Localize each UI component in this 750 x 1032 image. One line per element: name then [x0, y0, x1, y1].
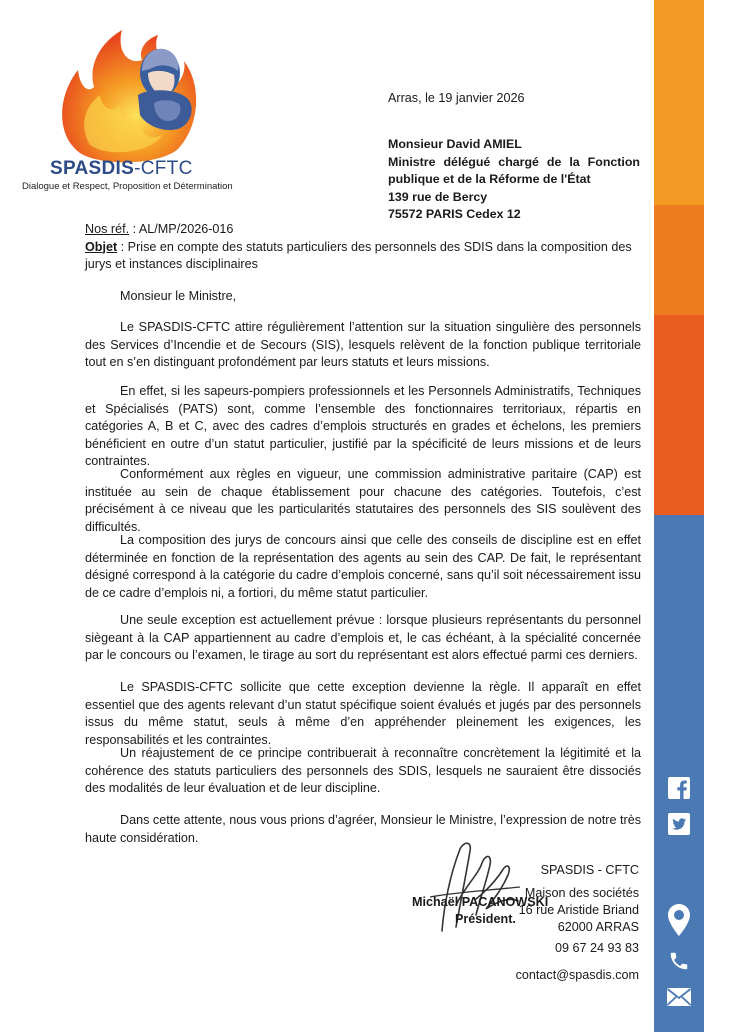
organization-address-line-1: Maison des sociétés [524, 886, 639, 900]
body-paragraph-4: La composition des jurys de concours ainsi que celle des conseils de discipline est en effet déterminée en fonction de la représentation des agents au sein des CAP. De fait, le représentant désigné correspond à la catégorie du cadre d’emplois concerné, sans qu’il soit nécessairement issu de ce cadre d’emplois ni, a fortiori, du même statut particulier. [85, 533, 641, 600]
organization-name: SPASDIS - CFTC [540, 863, 639, 877]
subject-line [85, 239, 645, 274]
band-segment-orange-dark [654, 315, 704, 515]
closing-paragraph: Dans cette attente, nous vous prions d’agréer, Monsieur le Ministre, l’expression de notre très haute considération. [85, 813, 641, 845]
band-segment-orange-mid [654, 205, 704, 315]
recipient-line-1: Ministre délégué chargé de la Fonction [388, 154, 640, 169]
body-paragraph-1: Le SPASDIS-CFTC attire régulièrement l’attention sur la situation singulière des personnels des Services d’Incendie et de Secours (SIS), lesquels relèvent de la fonction publique territoriale tout en s’en distinguant profondément par leurs statuts et leurs missions. [85, 320, 641, 369]
signer-name: Michaël PACANOWSKI [412, 895, 549, 909]
recipient-name: Monsieur David AMIEL [388, 137, 522, 151]
greeting: Monsieur le Ministre, [120, 289, 237, 303]
organization-address-line-3: 62000 ARRAS [557, 920, 639, 934]
twitter-icon[interactable] [654, 804, 704, 844]
subject-value: : Prise en compte des statuts particuliers des personnels des SDIS dans la composition des jurys et instances disciplinaires [85, 239, 632, 271]
organization-address-line-2: 16 rue Aristide Briand [518, 903, 639, 917]
letter-date: Arras, le 19 janvier 2026 [388, 91, 525, 105]
band-segment-orange-light [654, 0, 704, 205]
phone-icon [654, 941, 704, 981]
reference-value: : AL/MP/2026-016 [129, 222, 234, 236]
email-address[interactable]: contact@spasdis.com [515, 968, 639, 982]
reference-block [85, 221, 645, 274]
body-paragraph-5: Une seule exception est actuellement prévue : lorsque plusieurs représentants du personnel siègeant à la CAP appartiennent au cadre d’emplois et, le cas échéant, à la spécialité concernée par le concours ou l’examen, le tirage au sort du représentant est alors effectué parmi ces derniers. [85, 613, 641, 662]
signer-title: Président. [455, 912, 516, 926]
reference-label: Nos réf. [85, 222, 130, 236]
body-paragraph-2: En effet, si les sapeurs-pompiers professionnels et les Personnels Administratifs, Techniques et Spécialisés (PATS) sont, comme l’ensemble des fonctionnaires territoriaux, répartis en catégories A, B et C, avec des cadres d’emplois structurés en grades et échelons, les premiers bénéficient en outre d’un statut particulier, justifié par la spécificité de leurs missions et de leurs contraintes. [85, 384, 641, 468]
recipient-city: 75572 PARIS Cedex 12 [388, 207, 521, 221]
body-paragraph-6: Le SPASDIS-CFTC sollicite que cette exception devienne la règle. Il apparaît en effet essentiel que des agents relevant d’un statut spécifique soient évalués et jugés par des personnels issus du même statut, seuls à même d’en appréhender pleinement les exigences, les responsabilités et les contraintes. [85, 680, 641, 747]
reference-line [85, 221, 645, 239]
phone-number: 09 67 24 93 83 [554, 941, 639, 955]
facebook-icon[interactable] [654, 768, 704, 808]
recipient-line-2: publique et de la Réforme de l'État [388, 172, 591, 186]
mail-icon[interactable] [654, 977, 704, 1017]
side-color-band [654, 0, 704, 1032]
logo-title: SPASDIS-CFTC [50, 158, 193, 179]
recipient-address [388, 136, 640, 224]
flame-firefighter-logo [50, 25, 210, 165]
body-paragraph-3: Conformément aux règles en vigueur, une commission administrative paritaire (CAP) est instituée au sein de chaque établissement pour chacune des catégories. Toutefois, c’est précisément à ce niveau que les particularités statutaires des personnels des SIS soulèvent des difficultés. [85, 467, 641, 534]
location-pin-icon [654, 900, 704, 940]
recipient-street: 139 rue de Bercy [388, 189, 488, 204]
subject-label: Objet [85, 239, 118, 254]
body-paragraph-7: Un réajustement de ce principe contribuerait à reconnaître concrètement la légitimité et la cohérence des statuts particuliers des personnels des SDIS, lesquels ne sauraient être dissociés des modalités de leur évaluation et de leur discipline. [85, 746, 641, 795]
logo-tagline: Dialogue et Respect, Proposition et Détermination [22, 181, 233, 192]
organization-address [505, 862, 639, 936]
